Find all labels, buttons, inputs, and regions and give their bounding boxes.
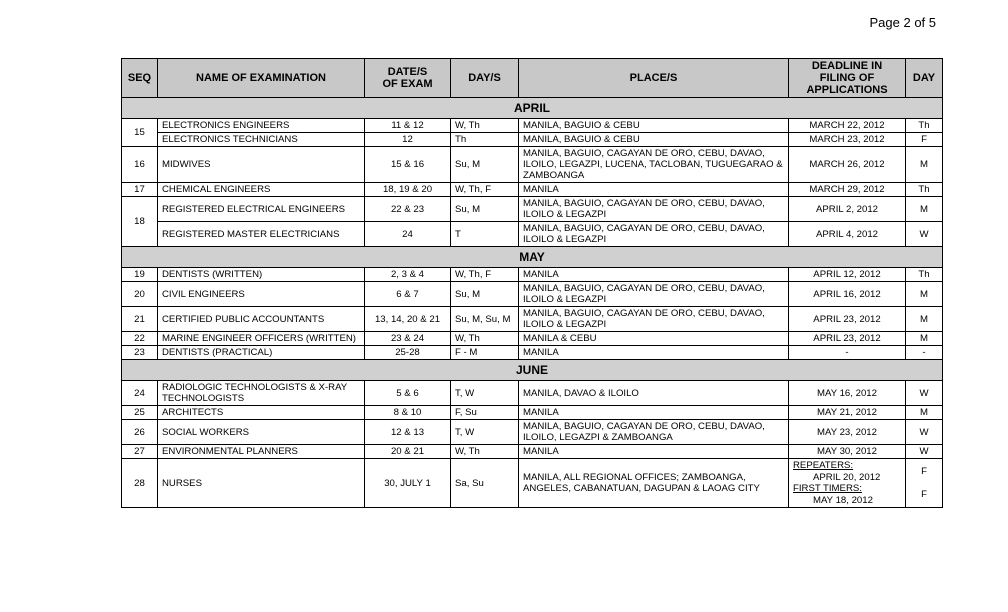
deadline-day-cell: M	[906, 332, 943, 346]
place-cell: MANILA, BAGUIO, CAGAYAN DE ORO, CEBU, DAVAO, ILOILO, LEGAZPI, LUCENA, TACLOBAN, TUGUEGARAO & ZAMBOANGA	[519, 147, 789, 183]
deadline-cell: APRIL 23, 2012	[789, 307, 906, 332]
deadline-cell: APRIL 2, 2012	[789, 197, 906, 222]
table-row	[122, 282, 943, 307]
month-row-june	[122, 360, 943, 381]
exam-name-cell: RADIOLOGIC TECHNOLOGISTS & X-RAY TECHNOLOGISTS	[158, 381, 365, 406]
repeaters-deadline: APRIL 20, 2012	[813, 471, 881, 483]
seq-cell: 20	[122, 282, 158, 307]
date-cell: 15 & 16	[365, 147, 451, 183]
header-seq: SEQ	[122, 59, 158, 98]
place-cell: MANILA	[519, 445, 789, 459]
deadline-day-cell: M	[906, 282, 943, 307]
exam-name-cell: CERTIFIED PUBLIC ACCOUNTANTS	[158, 307, 365, 332]
repeaters-label: REPEATERS:	[793, 460, 854, 471]
deadline-cell	[789, 459, 906, 508]
seq-cell: 17	[122, 183, 158, 197]
exam-name-cell: ELECTRONICS TECHNICIANS	[158, 133, 365, 147]
exam-name-cell: DENTISTS (WRITTEN)	[158, 268, 365, 282]
place-cell: MANILA, ALL REGIONAL OFFICES; ZAMBOANGA, ANGELES, CABANATUAN, DAGUPAN & LAOAG CITY	[519, 459, 789, 508]
table-row	[122, 332, 943, 346]
first-timers-label: FIRST TIMERS:	[793, 483, 862, 494]
date-cell: 6 & 7	[365, 282, 451, 307]
exam-name-cell: REGISTERED ELECTRICAL ENGINEERS	[158, 197, 365, 222]
table-header-row	[122, 59, 943, 98]
seq-cell: 22	[122, 332, 158, 346]
date-cell: 23 & 24	[365, 332, 451, 346]
deadline-day-cell: W	[906, 445, 943, 459]
header-place: PLACE/S	[519, 59, 789, 98]
deadline-cell: MAY 16, 2012	[789, 381, 906, 406]
days-cell: W, Th, F	[451, 268, 519, 282]
deadline-day-cell: -	[906, 346, 943, 360]
place-cell: MANILA, BAGUIO & CEBU	[519, 119, 789, 133]
deadline-day-cell: W	[906, 420, 943, 445]
deadline-cell: MARCH 29, 2012	[789, 183, 906, 197]
seq-cell: 28	[122, 459, 158, 508]
deadline-day-cell: Th	[906, 268, 943, 282]
days-cell: Su, M	[451, 197, 519, 222]
exam-name-cell: NURSES	[158, 459, 365, 508]
exam-schedule-table	[121, 58, 943, 508]
days-cell: Su, M	[451, 282, 519, 307]
place-cell: MANILA, BAGUIO, CAGAYAN DE ORO, CEBU, DAVAO, ILOILO & LEGAZPI	[519, 307, 789, 332]
page-number: Page 2 of 5	[869, 15, 936, 30]
first-timers-day: F	[921, 489, 927, 500]
month-label: MAY	[122, 247, 943, 268]
days-cell: Su, M, Su, M	[451, 307, 519, 332]
deadline-cell: APRIL 23, 2012	[789, 332, 906, 346]
header-day: DAY	[906, 59, 943, 98]
date-cell: 2, 3 & 4	[365, 268, 451, 282]
month-label: APRIL	[122, 98, 943, 119]
exam-name-cell: CHEMICAL ENGINEERS	[158, 183, 365, 197]
days-cell: W, Th	[451, 332, 519, 346]
place-cell: MANILA, BAGUIO & CEBU	[519, 133, 789, 147]
table-row	[122, 222, 943, 247]
deadline-cell: MARCH 23, 2012	[789, 133, 906, 147]
place-cell: MANILA, BAGUIO, CAGAYAN DE ORO, CEBU, DAVAO, ILOILO & LEGAZPI	[519, 197, 789, 222]
place-cell: MANILA, DAVAO & ILOILO	[519, 381, 789, 406]
table-row	[122, 406, 943, 420]
exam-name-cell: ARCHITECTS	[158, 406, 365, 420]
seq-cell: 23	[122, 346, 158, 360]
deadline-day-cell	[906, 459, 943, 508]
days-cell: T	[451, 222, 519, 247]
date-cell: 20 & 21	[365, 445, 451, 459]
deadline-day-cell: Th	[906, 119, 943, 133]
place-cell: MANILA	[519, 346, 789, 360]
deadline-cell: APRIL 4, 2012	[789, 222, 906, 247]
exam-name-cell: DENTISTS (PRACTICAL)	[158, 346, 365, 360]
date-cell: 30, JULY 1	[365, 459, 451, 508]
days-cell: Th	[451, 133, 519, 147]
days-cell: T, W	[451, 381, 519, 406]
days-cell: W, Th, F	[451, 183, 519, 197]
place-cell: MANILA	[519, 268, 789, 282]
date-cell: 18, 19 & 20	[365, 183, 451, 197]
table-row	[122, 307, 943, 332]
exam-name-cell: SOCIAL WORKERS	[158, 420, 365, 445]
table-row	[122, 381, 943, 406]
header-name: NAME OF EXAMINATION	[158, 59, 365, 98]
date-cell: 22 & 23	[365, 197, 451, 222]
seq-cell: 18	[122, 197, 158, 247]
exam-name-cell: CIVIL ENGINEERS	[158, 282, 365, 307]
header-deadline: DEADLINE IN FILING OF APPLICATIONS	[789, 59, 906, 98]
seq-cell: 27	[122, 445, 158, 459]
deadline-cell: MAY 21, 2012	[789, 406, 906, 420]
repeaters-day: F	[921, 466, 927, 477]
table-row	[122, 445, 943, 459]
date-cell: 12 & 13	[365, 420, 451, 445]
month-row-april	[122, 98, 943, 119]
table-row	[122, 459, 943, 508]
month-label: JUNE	[122, 360, 943, 381]
deadline-cell: APRIL 12, 2012	[789, 268, 906, 282]
seq-cell: 26	[122, 420, 158, 445]
deadline-cell: MARCH 22, 2012	[789, 119, 906, 133]
seq-cell: 24	[122, 381, 158, 406]
deadline-day-cell: M	[906, 147, 943, 183]
table-row	[122, 197, 943, 222]
deadline-cell: MAY 23, 2012	[789, 420, 906, 445]
first-timers-deadline: MAY 18, 2012	[813, 494, 873, 506]
place-cell: MANILA, BAGUIO, CAGAYAN DE ORO, CEBU, DAVAO, ILOILO & LEGAZPI	[519, 222, 789, 247]
date-cell: 8 & 10	[365, 406, 451, 420]
table-row	[122, 346, 943, 360]
date-cell: 5 & 6	[365, 381, 451, 406]
days-cell: Su, M	[451, 147, 519, 183]
seq-cell: 15	[122, 119, 158, 147]
exam-name-cell: ENVIRONMENTAL PLANNERS	[158, 445, 365, 459]
seq-cell: 21	[122, 307, 158, 332]
deadline-cell: MAY 30, 2012	[789, 445, 906, 459]
days-cell: F, Su	[451, 406, 519, 420]
place-cell: MANILA	[519, 183, 789, 197]
exam-name-cell: MARINE ENGINEER OFFICERS (WRITTEN)	[158, 332, 365, 346]
table-row	[122, 133, 943, 147]
deadline-day-cell: Th	[906, 183, 943, 197]
seq-cell: 25	[122, 406, 158, 420]
days-cell: W, Th	[451, 119, 519, 133]
deadline-day-cell: F	[906, 133, 943, 147]
table-row	[122, 147, 943, 183]
exam-name-cell: ELECTRONICS ENGINEERS	[158, 119, 365, 133]
exam-name-cell: MIDWIVES	[158, 147, 365, 183]
deadline-cell: MARCH 26, 2012	[789, 147, 906, 183]
date-cell: 13, 14, 20 & 21	[365, 307, 451, 332]
place-cell: MANILA	[519, 406, 789, 420]
deadline-day-cell: M	[906, 197, 943, 222]
seq-cell: 19	[122, 268, 158, 282]
date-cell: 25-28	[365, 346, 451, 360]
table-row	[122, 420, 943, 445]
place-cell: MANILA & CEBU	[519, 332, 789, 346]
date-cell: 12	[365, 133, 451, 147]
table-row	[122, 119, 943, 133]
header-days: DAY/S	[451, 59, 519, 98]
deadline-cell: APRIL 16, 2012	[789, 282, 906, 307]
exam-name-cell: REGISTERED MASTER ELECTRICIANS	[158, 222, 365, 247]
place-cell: MANILA, BAGUIO, CAGAYAN DE ORO, CEBU, DAVAO, ILOILO & LEGAZPI	[519, 282, 789, 307]
header-date: DATE/S OF EXAM	[365, 59, 451, 98]
days-cell: Sa, Su	[451, 459, 519, 508]
deadline-day-cell: M	[906, 406, 943, 420]
days-cell: W, Th	[451, 445, 519, 459]
table-row	[122, 183, 943, 197]
place-cell: MANILA, BAGUIO, CAGAYAN DE ORO, CEBU, DAVAO, ILOILO, LEGAZPI & ZAMBOANGA	[519, 420, 789, 445]
deadline-cell: -	[789, 346, 906, 360]
deadline-day-cell: W	[906, 381, 943, 406]
date-cell: 11 & 12	[365, 119, 451, 133]
days-cell: T, W	[451, 420, 519, 445]
days-cell: F - M	[451, 346, 519, 360]
deadline-day-cell: M	[906, 307, 943, 332]
table-row	[122, 268, 943, 282]
deadline-day-cell: W	[906, 222, 943, 247]
month-row-may	[122, 247, 943, 268]
date-cell: 24	[365, 222, 451, 247]
seq-cell: 16	[122, 147, 158, 183]
